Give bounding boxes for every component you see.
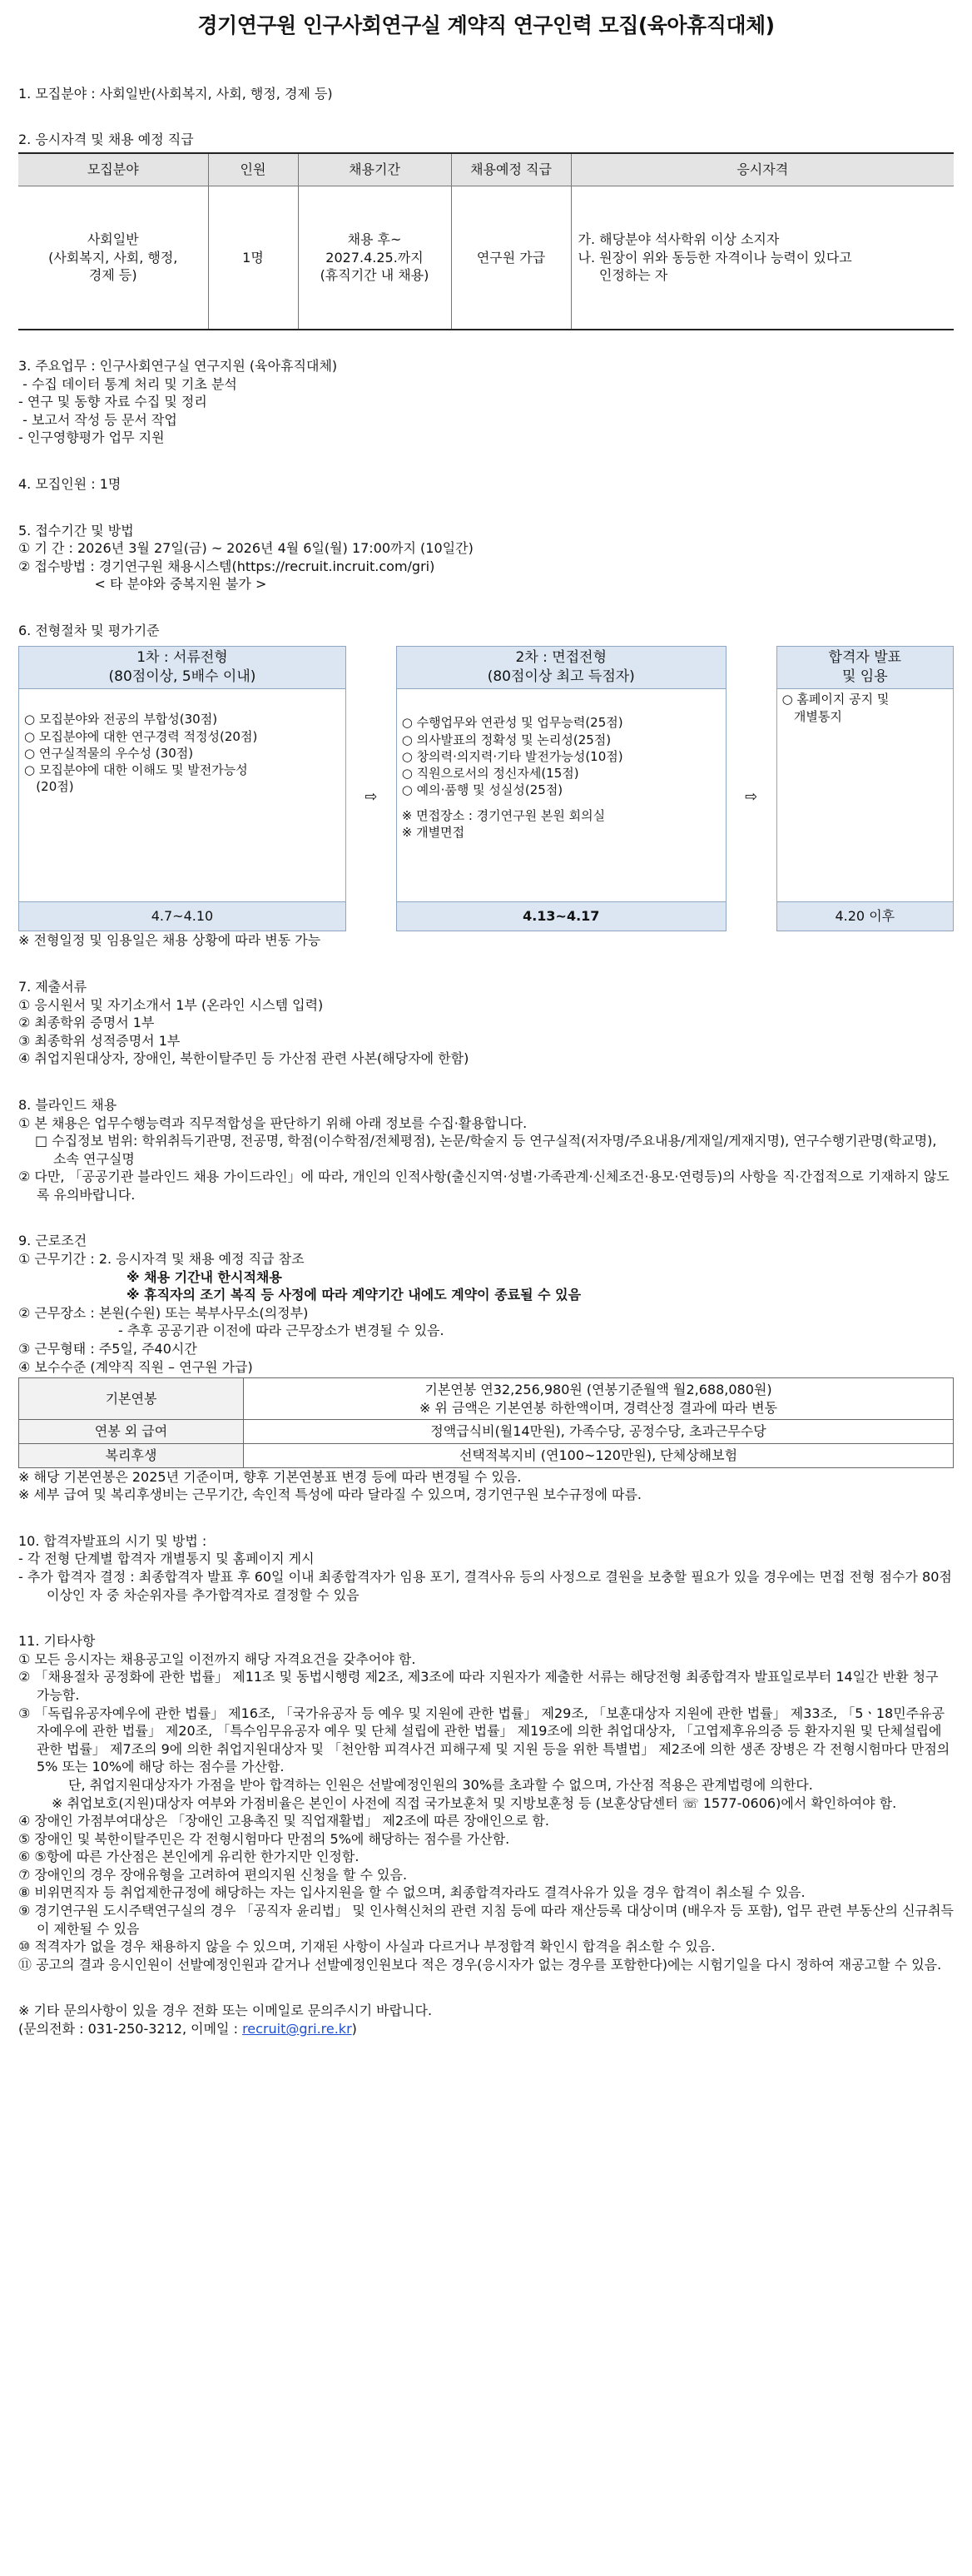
section-5-application: 5. 접수기간 및 방법 ① 기 간 : 2026년 3월 27일(금) ~ 2026년 4월 6일(월) 17:00까지 (10일간) ② 접수방법 : 경기연구원 채용시스템(https://recruit.incruit.com/gri) < 타 분야와 중복지원 불가 > [18,522,474,593]
field-cell: 사회일반 (사회복지, 사회, 행정, 경제 등) [18,186,208,330]
section-9-working-conditions: 9. 근로조건 ① 근무기간 : 2. 응시자격 및 채용 예정 직급 참조 ※ 채용 기간내 한시적채용 ※ 휴직자의 조기 복직 등 사정에 따라 계약기간 내에도 계약이 종료될 수 있음 ② 근무장소 : 본원(수원) 또는 북부사무소(의정부) - 추후 공공기관 이전에 따라 근무장소가 변경될 수 있음. ③ 근무형태 : 주5일, 주40시간 ④ 보수수준 (계약직 직원 – 연구원 가급) 기본연봉 기본연봉 연32,256,980원 (연봉기준월액 월2,688,080원) ※ 위 금액은 기본연봉 하한액이며, 경력산정 결과에 따라 변동 연봉 외 급여 정액급식비(월14만원), 가족수당, 공정수당, 초과근무수당 복리후생 선택적복지비 (연100~120만원), 단체상해보험 ※ 해당 기본연봉은 2025년 기준이며, 향후 기본연봉표 변경 등에 따라 변경될 수 있음. ※ 세부 급여 및 복리후생비는 근무기간, 속인적 특성에 따라 달라질 수 있으며, 경기연구원 보수규정에 따름. [18,1232,954,1503]
page-title: 경기연구원 인구사회연구실 계약직 연구인력 모집(육아휴직대체) [197,13,775,37]
stage-3-announcement: 합격자 발표 및 임용 ○ 홈페이지 공지 및 개별통지 4.20 이후 [776,646,954,931]
table-row: 연봉 외 급여 정액급식비(월14만원), 가족수당, 공정수당, 초과근무수당 [19,1420,954,1444]
table-row [18,186,954,330]
table-header: 채용기간 [298,153,451,186]
rank-cell: 연구원 가급 [451,186,571,330]
table-header: 응시자격 [571,153,954,186]
salary-table [18,1377,954,1467]
table-row: 복리후생 선택적복지비 (연100~120만원), 단체상해보험 [19,1444,954,1468]
table-header-row [18,153,954,186]
table-header: 채용예정 직급 [451,153,571,186]
section-6-heading: 6. 전형절차 및 평가기준 [18,622,160,638]
section-8-blind-hiring: 8. 블라인드 채용 ① 본 채용은 업무수행능력과 직무적합성을 판단하기 위해 아래 정보를 수집·활용합니다. □ 수집정보 범위: 학위취득기관명, 전공명, 학점(이수학점/전체평점), 논문/학술지 등 연구실적(저자명/주요내용/게재일/게재지명), 연구수행기관명(학교명), 소속 연구실명 ② 다만, 「공공기관 블라인드 채용 가이드라인」에 따라, 개인의 인적사항(출신지역·성별·가족관계·신체조건·용모·연령등)의 사항을 직·간접적으로 기재하지 않도록 유의바랍니다. [18,1096,950,1203]
selection-process-flow [18,646,954,931]
contact-footer: ※ 기타 문의사항이 있을 경우 전화 또는 이메일로 문의주시기 바랍니다. (문의전화 : 031-250-3212, 이메일 : recruit@gri.re.kr) [18,2003,433,2037]
section-10-announcement: 10. 합격자발표의 시기 및 방법 : - 각 전형 단계별 합격자 개별통지 및 홈페이지 게시 - 추가 합격자 결정 : 최종합격자 발표 후 60일 이내 최종합격자가 임용 포기, 결격사유 등의 사정으로 결원을 보충할 필요가 있을 경우에는 면접 전형 점수가 80점 이상인 자 중 차순위자를 추가합격자로 결정할 수 있음 [18,1532,952,1603]
stage-1-date: 4.7~4.10 [18,901,346,931]
table-row: 기본연봉 기본연봉 연32,256,980원 (연봉기준월액 월2,688,080원) ※ 위 금액은 기본연봉 하한액이며, 경력산정 결과에 따라 변동 [19,1378,954,1420]
table-header: 모집분야 [18,153,208,186]
stage-3-date: 4.20 이후 [776,901,954,931]
count-cell: 1명 [208,186,298,330]
arrow-right-icon: ⇨ [364,788,378,807]
email-link[interactable]: recruit@gri.re.kr [242,2021,352,2037]
section-11-other: 11. 기타사항 ① 모든 응시자는 채용공고일 이전까지 해당 자격요건을 갖추어야 함. ② 「채용절차 공정화에 관한 법률」 제11조 및 동법시행령 제2조, 제3조에 따라 지원자가 제출한 서류는 해당전형 최종합격자 발표일로부터 14일간 반환 청구 가능함. ③ 「독립유공자예우에 관한 법률」 제16조, 「국가유공자 등 예우 및 지원에 관한 법률」 제29조, 「보훈대상자 지원에 관한 법률」 제33조, 「5ㆍ18민주유공자예우에 관한 법률」 제20조, 「특수임무유공자 예우 및 단체 설립에 관한 법률」 제19조에 의한 취업대상자, 「고엽제후유의증 등 환자지원 및 단체설립에 관한 법률」 제7조의 9에 의한 취업지원대상자 및 「천안함 피격사건 피해구제 및 지원 등을 위한 특별법」 제2조에 의한 생존 장병은 각 전형시험마다 만점의 5% 또는 10%에 해당 하는 점수를 가산함. 단, 취업지원대상자가 가점을 받아 합격하는 인원은 선발예정인원의 30%를 초과할 수 없으며, 가산점 적용은 관계법령에 의한다. ※ 취업보호(지원)대상자 여부와 가점비율은 본인이 사전에 직접 국가보훈처 및 지방보훈청 등 (보훈상담센터 ☏ 1577-0606)에서 확인하여야 함. ④ 장애인 가점부여대상은 「장애인 고용촉진 및 직업재활법」 제2조에 따른 장애인으로 함. ⑤ 장애인 및 북한이탈주민은 각 전형시험마다 만점의 5%에 해당하는 점수를 가산함. ⑥ ⑤항에 따른 가산점은 본인에게 유리한 한가지만 인정함. ⑦ 장애인의 경우 장애유형을 고려하여 편의지원 신청을 할 수 있음. ⑧ 비위면직자 등 취업제한규정에 해당하는 자는 입사지원을 할 수 없으며, 최종합격자라도 결격사유가 있을 경우 합격이 취소될 수 있음. ⑨ 경기연구원 도시주택연구실의 경우 「공직자 윤리법」 및 인사혁신처의 관련 지침 등에 따라 재산등록 대상이며 (배우자 등 포함), 업무 관련 부동산의 신규취득이 제한될 수 있음 ⑩ 적격자가 없을 경우 채용하지 않을 수 있으며, 기재된 사항이 사실과 다르거나 부정합격 확인시 합격을 취소할 수 있음. ⑪ 공고의 결과 응시인원이 선발예정인원과 같거나 선발예정인원보다 적은 경우(응시자가 없는 경우를 포함한다)에는 시험기일을 다시 정하여 재공고할 수 있음. [18,1633,954,1973]
section-7-documents: 7. 제출서류 ① 응시원서 및 자기소개서 1부 (온라인 시스템 입력) ② 최종학위 증명서 1부 ③ 최종학위 성적증명서 1부 ④ 취업지원대상자, 장애인, 북한이탈주민 등 가산점 관련 사본(해당자에 한함) [18,978,469,1067]
section-2-heading: 2. 응시자격 및 채용 예정 직급 [18,132,194,148]
schedule-note: ※ 전형일정 및 임용일은 채용 상황에 따라 변동 가능 [18,932,321,949]
qualification-cell: 가. 해당분야 석사학위 이상 소지자 나. 원장이 위와 동등한 자격이나 능력이 있다고 인정하는 자 [571,186,954,330]
table-header: 인원 [208,153,298,186]
stage-2-interview: 2차 : 면접전형 (80점이상 최고 득점자) ○ 수행업무와 연관성 및 업무능력(25점) ○ 의사발표의 정확성 및 논리성(25점) ○ 창의력·의지력·기타 발전가능성(10점) ○ 직원으로서의 정신자세(15점) ○ 예의·품행 및 성실성(25점) ※ 면접장소 : 경기연구원 본원 회의실 ※ 개별면접 4.13~4.17 [396,646,727,931]
period-cell: 채용 후~ 2027.4.25.까지 (휴직기간 내 채용) [298,186,451,330]
arrow-right-icon: ⇨ [745,788,758,807]
section-4-count: 4. 모집인원 : 1명 [18,475,122,492]
stage-1-document-screening: 1차 : 서류전형 (80점이상, 5배수 이내) ○ 모집분야와 전공의 부합성(30점) ○ 모집분야에 대한 연구경력 적정성(20점) ○ 연구실적물의 우수성 (30점) ○ 모집분야에 대한 이해도 및 발전가능성 (20점) 4.7~4.10 [18,646,346,931]
stage-2-date: 4.13~4.17 [396,901,727,931]
section-3-duties: 3. 주요업무 : 인구사회연구실 연구지원 (육아휴직대체) - 수집 데이터 통계 처리 및 기초 분석 - 연구 및 동향 자료 수집 및 정리 - 보고서 작성 등 문서 작업 - 인구영향평가 업무 지원 [18,357,338,446]
qualification-table [18,152,954,330]
section-1-field: 1. 모집분야 : 사회일반(사회복지, 사회, 행정, 경제 등) [18,85,333,102]
